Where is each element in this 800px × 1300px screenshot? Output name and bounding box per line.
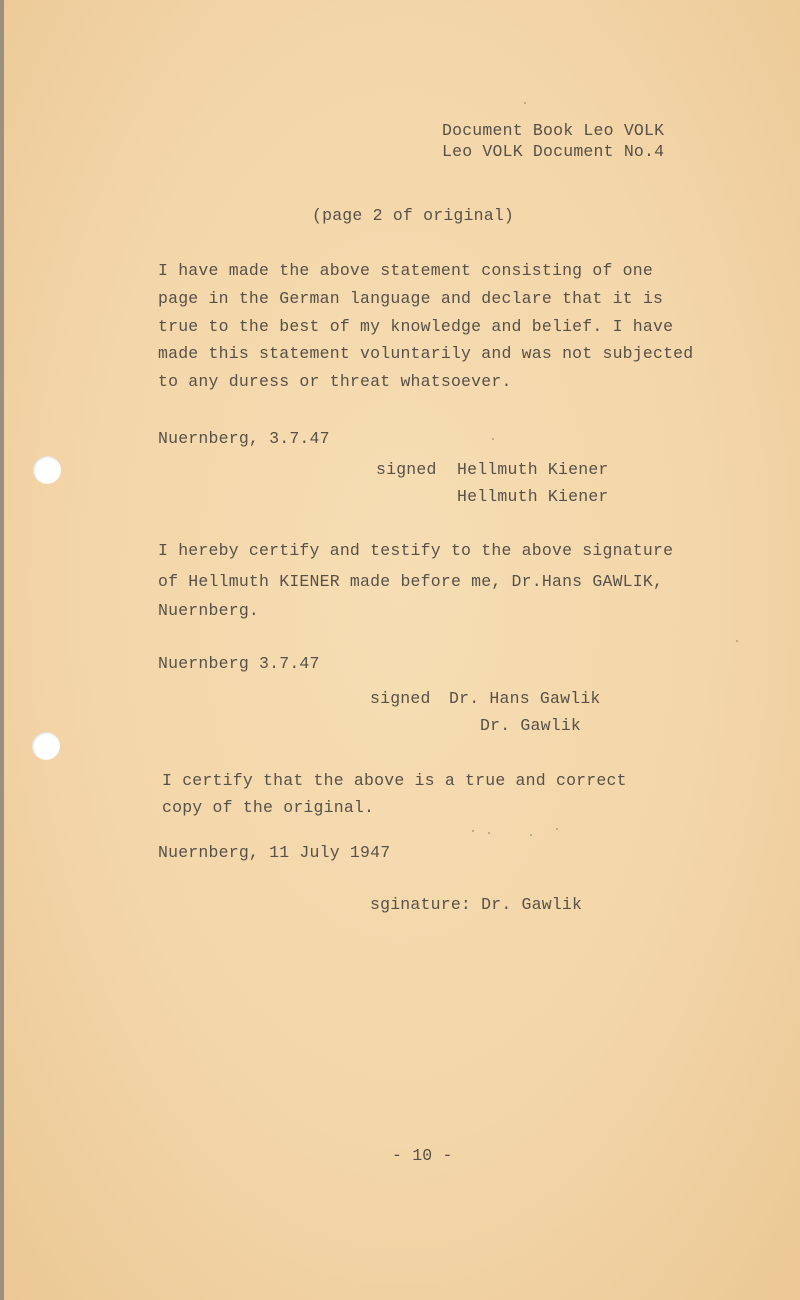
statement-line: to any duress or threat whatsoever. bbox=[158, 372, 512, 391]
signature-gawlik: Dr. Hans Gawlik bbox=[449, 689, 601, 708]
signed-label-gawlik: signed bbox=[370, 689, 431, 708]
signed-label-kiener: signed bbox=[376, 460, 437, 479]
ink-speck bbox=[556, 828, 558, 830]
statement-line: I have made the above statement consisting of one bbox=[158, 261, 653, 280]
ink-speck bbox=[530, 834, 532, 836]
ink-speck bbox=[472, 830, 474, 832]
header-document-number: Leo VOLK Document No.4 bbox=[442, 142, 665, 161]
punch-hole-top bbox=[33, 456, 61, 484]
page-number: - 10 - bbox=[392, 1146, 453, 1165]
final-signature: sginature: Dr. Gawlik bbox=[370, 895, 583, 914]
ink-speck bbox=[736, 640, 738, 642]
statement-line: true to the best of my knowledge and belief. I have bbox=[158, 317, 674, 336]
statement-line: page in the German language and declare that it is bbox=[158, 289, 664, 308]
certification-line: I hereby certify and testify to the above signature bbox=[158, 541, 674, 560]
ink-speck bbox=[524, 102, 526, 104]
signature-kiener: Hellmuth Kiener bbox=[457, 460, 609, 479]
statement-line: made this statement voluntarily and was not subjected bbox=[158, 344, 694, 363]
typed-name-gawlik: Dr. Gawlik bbox=[480, 716, 582, 735]
page-edge bbox=[0, 0, 4, 1300]
punch-hole-bottom bbox=[32, 732, 60, 760]
ink-speck bbox=[488, 832, 490, 834]
place-date-copy: Nuernberg, 11 July 1947 bbox=[158, 843, 391, 862]
place-date-statement: Nuernberg, 3.7.47 bbox=[158, 429, 330, 448]
ink-speck bbox=[492, 438, 494, 440]
certification-line: Nuernberg. bbox=[158, 601, 260, 620]
typed-name-kiener: Hellmuth Kiener bbox=[457, 487, 609, 506]
copy-certification-line: I certify that the above is a true and correct bbox=[162, 771, 627, 790]
header-document-book: Document Book Leo VOLK bbox=[442, 121, 665, 140]
place-date-certification: Nuernberg 3.7.47 bbox=[158, 654, 320, 673]
certification-line: of Hellmuth KIENER made before me, Dr.Hans GAWLIK, bbox=[158, 572, 664, 591]
copy-certification-line: copy of the original. bbox=[162, 798, 375, 817]
page-of-original-note: (page 2 of original) bbox=[312, 206, 515, 225]
